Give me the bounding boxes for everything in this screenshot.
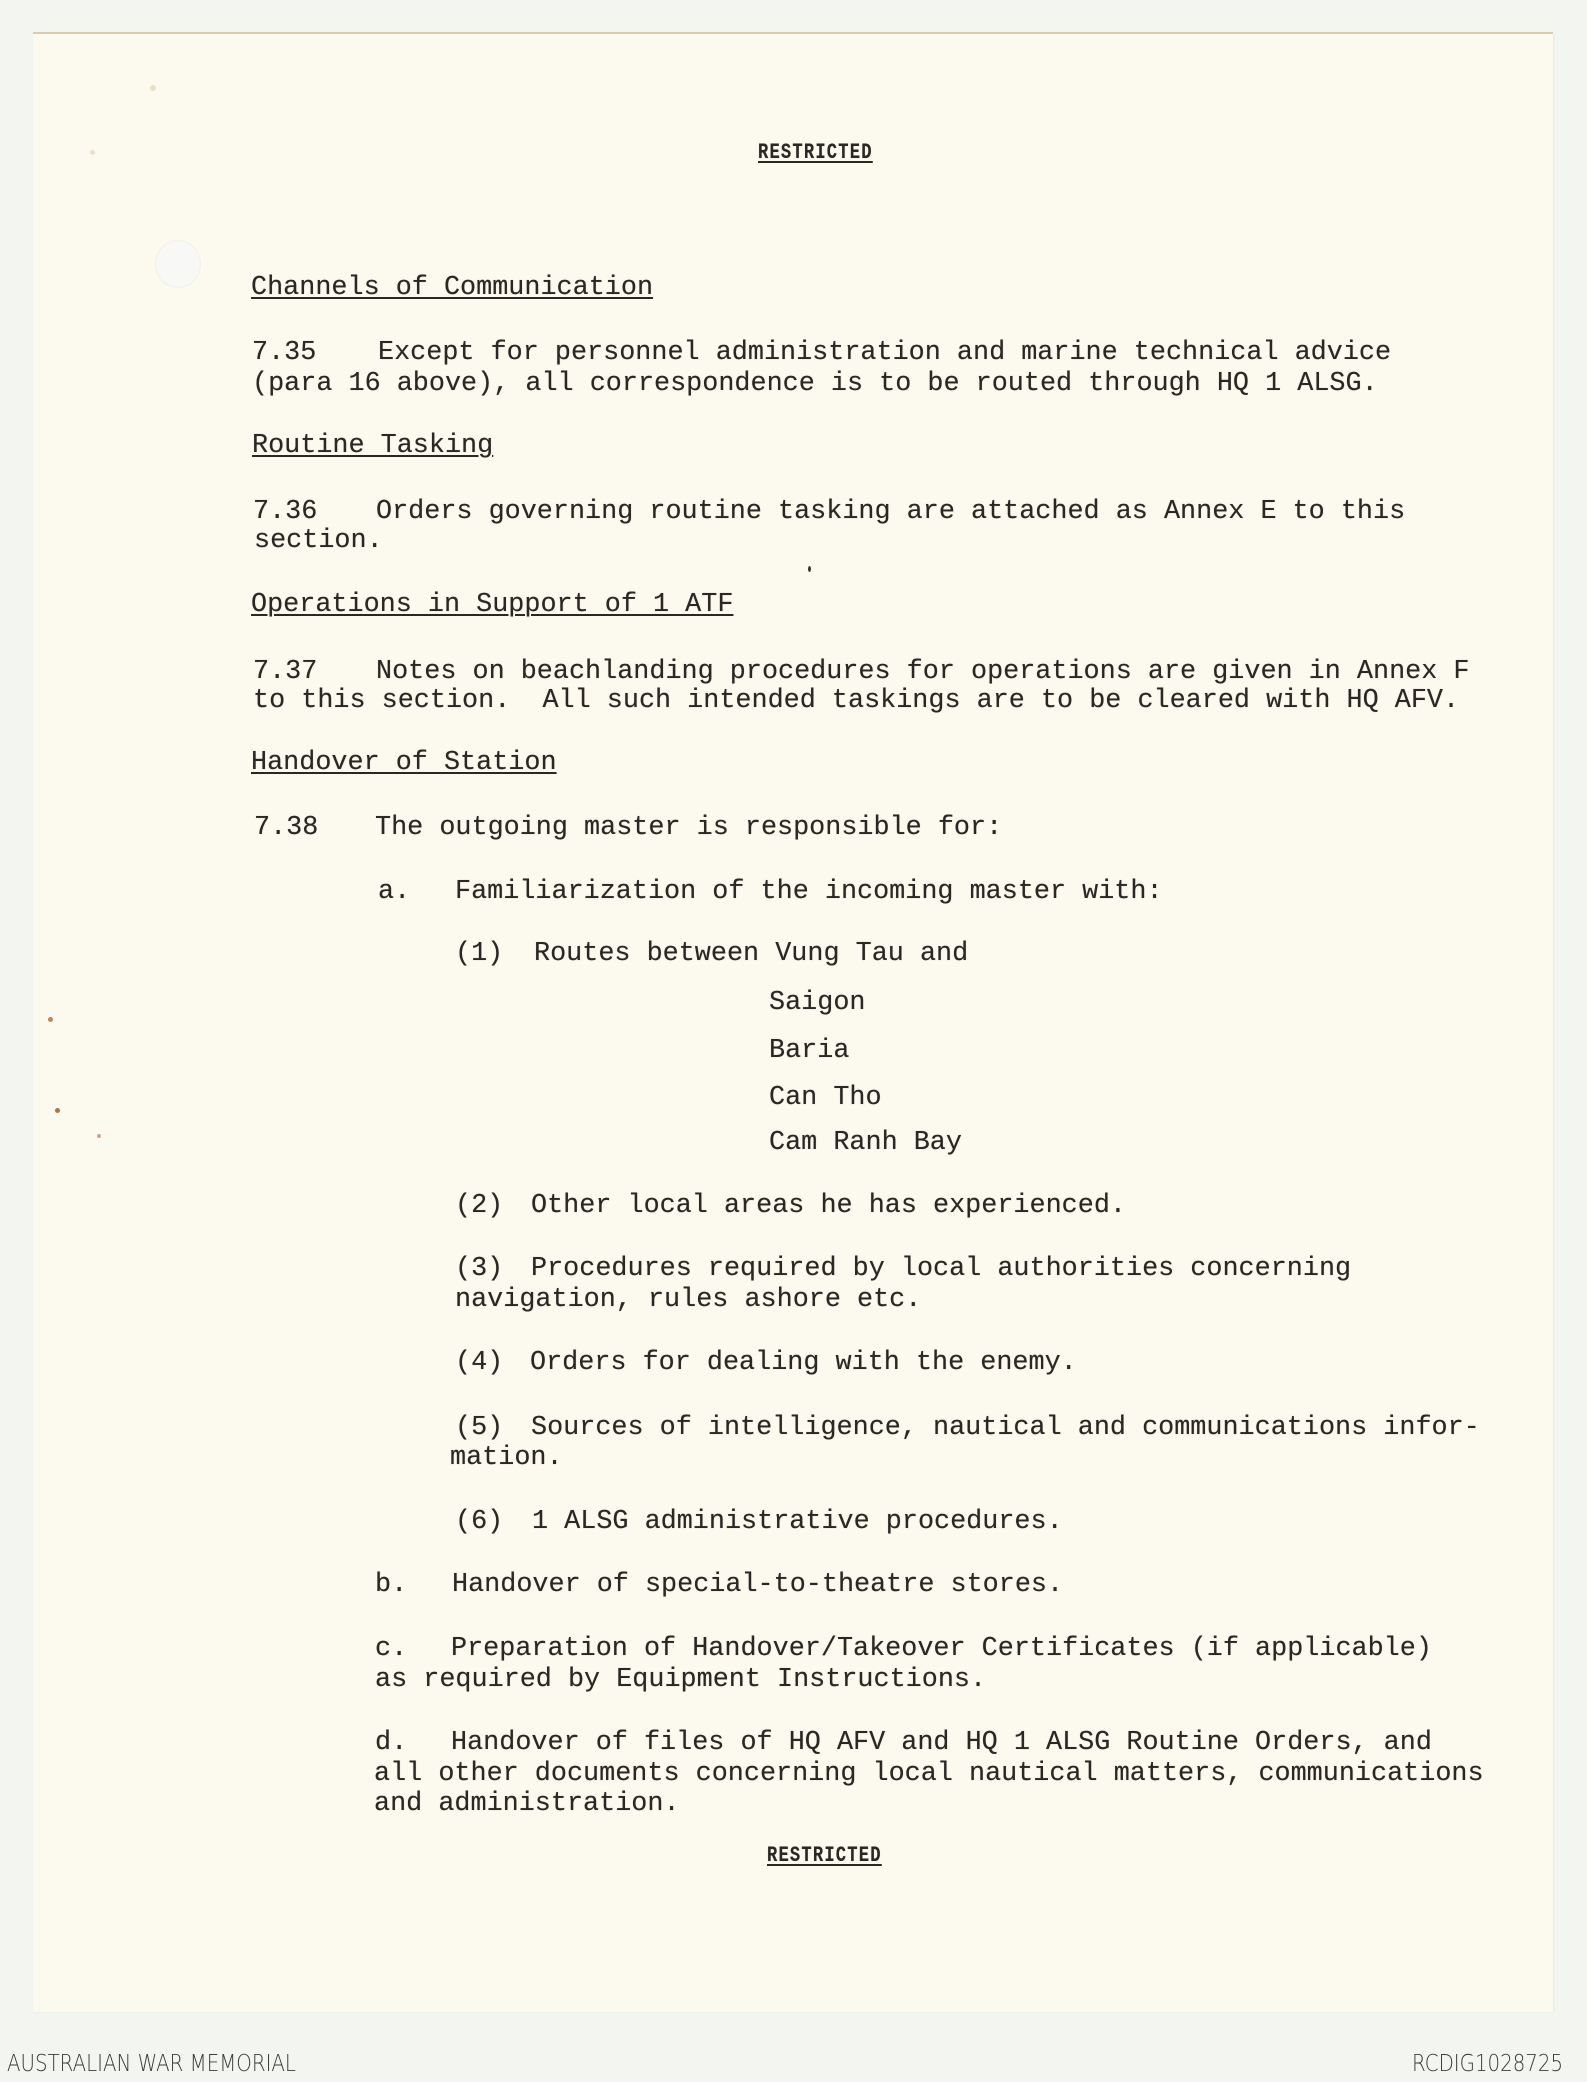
paragraph-line: Except for personnel administration and marine technical advice [378, 338, 1392, 368]
paragraph-number: 7.38 [254, 813, 319, 843]
section-heading: Channels of Communication [251, 273, 654, 303]
paragraph-line: Notes on beachlanding procedures for operations are given in Annex F [376, 657, 1470, 687]
archive-reference: RCDIG1028725 [1412, 2051, 1564, 2077]
subitem-label: (5) [455, 1413, 504, 1443]
paper-speck [150, 85, 156, 91]
subitem-line: Procedures required by local authorities concerning [531, 1254, 1352, 1284]
page-edge [33, 32, 1553, 34]
paper-speck [55, 1108, 60, 1113]
subitem-line: navigation, rules ashore etc. [455, 1285, 922, 1315]
section-heading: Operations in Support of 1 ATF [251, 590, 734, 620]
paper-speck [90, 150, 95, 155]
paragraph-line: section. [254, 526, 383, 556]
item-line: all other documents concerning local nautical matters, communications [374, 1759, 1484, 1789]
subitem-line: mation. [450, 1443, 563, 1473]
subitem-line: 1 ALSG administrative procedures. [532, 1507, 1063, 1537]
item-label: a. [378, 877, 411, 907]
paragraph-number: 7.37 [253, 657, 318, 687]
paragraph-line: Orders governing routine tasking are attached as Annex E to this [376, 497, 1406, 527]
item-label: c. [375, 1634, 408, 1664]
paragraph-number: 7.36 [253, 497, 318, 527]
section-heading: Routine Tasking [252, 431, 494, 461]
subitem-label: (6) [455, 1507, 504, 1537]
subitem-line: Routes between Vung Tau and [534, 939, 969, 969]
subitem-label: (1) [455, 939, 504, 969]
item-label: b. [375, 1570, 408, 1600]
route-destination: Baria [769, 1036, 850, 1066]
classification-top: RESTRICTED [758, 140, 873, 165]
document-page [33, 33, 1553, 2012]
paragraph-line: (para 16 above), all correspondence is to be routed through HQ 1 ALSG. [252, 369, 1378, 399]
subitem-line: Orders for dealing with the enemy. [530, 1348, 1077, 1378]
paper-speck [48, 1017, 53, 1022]
subitem-label: (2) [455, 1191, 504, 1221]
subitem-label: (4) [455, 1348, 504, 1378]
subitem-label: (3) [455, 1254, 504, 1284]
section-heading: Handover of Station [251, 748, 557, 778]
paper-speck [808, 566, 811, 572]
paragraph-line: to this section. All such intended taskings are to be cleared with HQ AFV. [253, 686, 1460, 716]
paragraph-number: 7.35 [252, 338, 317, 368]
paragraph-line: The outgoing master is responsible for: [375, 813, 1003, 843]
route-destination: Saigon [769, 988, 866, 1018]
route-destination: Can Tho [769, 1083, 882, 1113]
item-label: d. [375, 1728, 408, 1758]
route-destination: Cam Ranh Bay [769, 1128, 962, 1158]
paper-speck [97, 1134, 101, 1138]
classification-bottom: RESTRICTED [767, 1843, 882, 1868]
item-line: Preparation of Handover/Takeover Certificates (if applicable) [451, 1634, 1432, 1664]
subitem-line: Sources of intelligence, nautical and communications infor- [531, 1413, 1480, 1443]
subitem-line: Other local areas he has experienced. [531, 1191, 1126, 1221]
item-line: Familiarization of the incoming master with: [455, 877, 1163, 907]
item-line: Handover of files of HQ AFV and HQ 1 ALSG Routine Orders, and [451, 1728, 1432, 1758]
item-line: Handover of special-to-theatre stores. [452, 1570, 1064, 1600]
archive-name: AUSTRALIAN WAR MEMORIAL [7, 2051, 296, 2077]
item-line: as required by Equipment Instructions. [375, 1665, 987, 1695]
punch-hole [155, 240, 201, 288]
item-line: and administration. [374, 1789, 680, 1819]
